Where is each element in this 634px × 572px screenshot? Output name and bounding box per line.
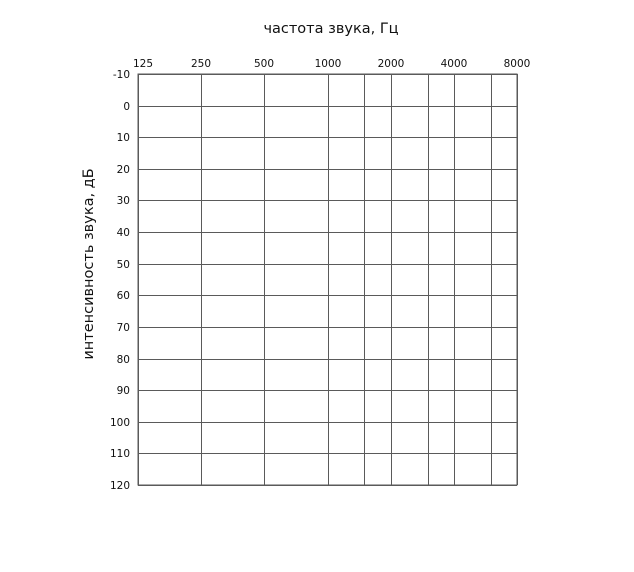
grid-lines [138, 74, 518, 486]
y-tick-label: -10 [112, 69, 130, 81]
x-tick-label: 1000 [314, 58, 342, 70]
y-tick-label: 100 [109, 417, 130, 429]
y-tick-label: 110 [109, 448, 130, 460]
x-tick-label: 125 [132, 58, 154, 70]
x-tick-label: 2000 [377, 58, 405, 70]
x-tick-label: 8000 [503, 58, 531, 70]
x-tick-labels [133, 58, 530, 70]
x-axis-title: частота звука, Гц [263, 21, 399, 37]
y-tick-label: 10 [116, 132, 130, 144]
y-tick-label: 50 [116, 259, 130, 271]
y-tick-labels [110, 69, 130, 492]
y-tick-label: 80 [116, 354, 130, 366]
plot-frame [138, 74, 517, 485]
x-tick-label: 4000 [440, 58, 468, 70]
y-tick-label: 90 [116, 385, 130, 397]
x-tick-label: 250 [190, 58, 212, 70]
y-axis-title: интенсивность звука, дБ [81, 168, 97, 360]
y-tick-label: 30 [116, 195, 130, 207]
x-tick-label: 500 [253, 58, 275, 70]
y-tick-label: 60 [116, 290, 130, 302]
y-tick-label: 40 [116, 227, 130, 239]
y-tick-label: 120 [109, 480, 130, 492]
y-tick-label: 20 [116, 164, 130, 176]
y-tick-label: 70 [116, 322, 130, 334]
y-tick-label: 0 [123, 101, 130, 113]
